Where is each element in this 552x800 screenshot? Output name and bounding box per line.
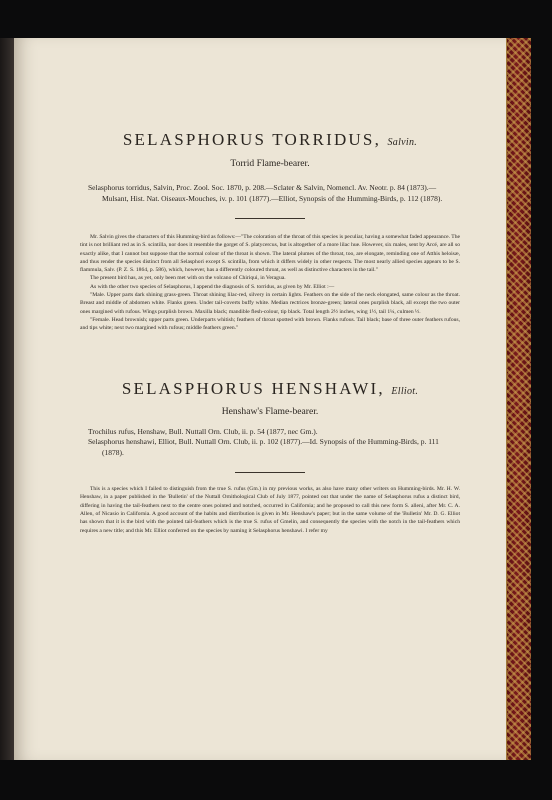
species-author: Elliot. (391, 385, 419, 397)
synonymy: Selasphorus henshawi, Elliot, Bull. Nuttall Orn. Club, ii. p. 102 (1877).—Id. Synopsis of the Humming-Birds, p. 111 (1878). (88, 437, 439, 457)
paragraph: Mr. Salvin gives the characters of this Humming-bird as follows:—"The coloration of the throat of this species is peculiar, having a somewhat faded appearance. The tint is not brilliant red as in S. scintilla, nor does it resemble the gorget of S. platycercus, but is altogether of a more lilac hue. However, six males, sent by Arcé, are all so exactly alike, that I cannot but suppose that the normal colour of the throat is shown. The lateral plumes of the throat, too, are elongate, reminding one of Atthis heloisæ, and thus render the species distinct from all Selasphori except S. scintilla, from which it differs widely in other respects. The most nearly allied species appears to be S. flammula, Salv. (P. Z. S. 1864, p. 586), which, however, has a differently coloured throat, as well as distinctive characters in the tail." (80, 234, 460, 274)
description (80, 485, 460, 535)
paragraph: "Female. Head brownish; upper parts green. Underparts whitish; feathers of throat spotted with brown. Flanks rufous. Tail black; base of three outer feathers rufous, and tips white; next two margined with rufous; middle feathers green." (80, 316, 460, 332)
paragraph: As with the other two species of Selasphorus, I append the diagnosis of S. torridus, as given by Mr. Elliot :— (90, 283, 335, 290)
section-henshawi (80, 379, 460, 535)
paragraph: "Male. Upper parts dark shining grass-green. Throat shining lilac-red, silvery in certain lights. Feathers on the side of the neck elongated, same colour as the throat. Breast and middle of abdomen white. Flanks green. Under tail-coverts buffy white. Median rectrices bronze-green; lateral ones purplish black, all except the two outer ones margined with rufous. Wings purplish brown. Maxilla black; mandible flesh-colour, tip black. Total length 2½ inches, wing 1½, tail 1¼, culmen ½. (80, 292, 460, 315)
species-author: Salvin. (387, 137, 418, 148)
paragraph: The present bird has, as yet, only been met with on the volcano of Chiriqui, in Veragua. (90, 275, 286, 282)
species-title (80, 130, 460, 150)
species-name: SELASPHORUS HENSHAWI, (121, 378, 385, 398)
divider (235, 472, 305, 473)
divider (235, 218, 305, 219)
synonymy: Selasphorus torridus, Salvin, Proc. Zool. Soc. 1870, p. 208.—Sclater & Salvin, Nomencl. Av. Neotr. p. 84 (1873).—Mulsant, Hist. Nat. Oiseaux-Mouches, iv. p. 101 (1877).—Elliot, Synopsis of the Humming-Birds, p. 112 (1878). (88, 183, 443, 203)
description (80, 233, 460, 333)
page-text (80, 130, 460, 535)
section-torridus (80, 130, 460, 333)
common-name: Torrid Flame-bearer. (230, 158, 310, 169)
synonymy: Trochilus rufus, Henshaw, Bull. Nuttall Orn. Club, ii. p. 54 (1877, nec Gm.). (88, 426, 318, 436)
species-name: SELASPHORUS TORRIDUS, (122, 130, 382, 149)
common-name: Henshaw's Flame-bearer. (221, 405, 319, 417)
species-title (80, 379, 460, 399)
marbled-page-edge (506, 38, 531, 760)
paragraph: This is a species which I failed to distinguish from the true S. rufus (Gm.) in my previous works, as also have many other writers on Humming-birds. Mr. H. W. Henshaw, in a paper published in the 'Bulletin' of the Nuttall Ornithological Club of July 1877, pointed out that under the name of Selasphorus rufus a distinct bird, differing in having the tail-feathers next to the centre ones pointed and notched, occurred in California; and he proposed to call this new form S. alleni, after Mr. C. A. Allen, of Nicasio in California. A good account of the habits and distribution is given in Mr. Henshaw's paper; but in the same volume of the 'Bulletin' Mr. D. G. Elliot has shown that it is the bird with the pointed tail-feathers which is the true S. rufus of Gmelin, and consequently the species with the notch in the tail-feathers which requires a new title; and this Mr. Elliot conferred on the species by naming it Selasphorus henshawi. I refer my (80, 486, 460, 534)
